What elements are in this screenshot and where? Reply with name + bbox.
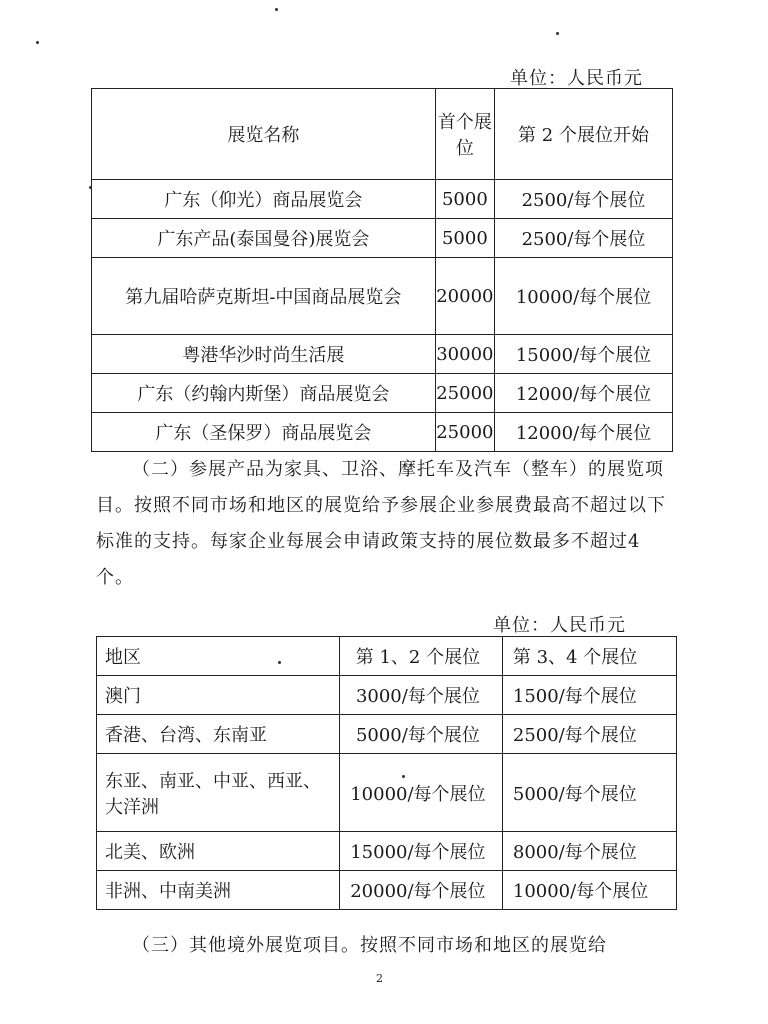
table-row [97, 715, 677, 754]
table-cell: 香港、台湾、东南亚 [97, 715, 340, 754]
scan-speck [36, 41, 39, 44]
table-row [92, 219, 673, 258]
unit-label: 单位：人民币元 [493, 615, 626, 636]
table-cell: 东亚、南亚、中亚、西亚、大洋洲 [97, 754, 340, 832]
table-row [92, 180, 673, 219]
table-cell: 2500/每个展位 [502, 715, 676, 754]
table-cell: 12000/每个展位 [495, 413, 673, 452]
table-row [97, 754, 677, 832]
header-cell: 首个展位 [435, 89, 494, 180]
table-header-row [97, 637, 677, 676]
header-cell: 第 2 个展位开始 [495, 89, 673, 180]
table-cell: 30000 [435, 335, 494, 374]
table-cell: 5000/每个展位 [339, 715, 502, 754]
unit-label: 单位：人民币元 [510, 68, 643, 89]
table-row [92, 413, 673, 452]
table-cell: 3000/每个展位 [339, 676, 502, 715]
table-cell: 广东（约翰内斯堡）商品展览会 [92, 374, 436, 413]
paragraph-other-exhibitions: （三）其他境外展览项目。按照不同市场和地区的展览给 [132, 935, 607, 956]
table-row [97, 832, 677, 871]
table-cell: 10000/每个展位 [502, 871, 676, 910]
scan-speck [556, 32, 559, 35]
scan-speck [278, 661, 281, 664]
table-cell: 8000/每个展位 [502, 832, 676, 871]
table-cell: 第九届哈萨克斯坦-中国商品展览会 [92, 258, 436, 335]
table-cell: 广东（圣保罗）商品展览会 [92, 413, 436, 452]
table-cell: 15000/每个展位 [495, 335, 673, 374]
table-cell: 5000 [435, 219, 494, 258]
scan-speck [275, 8, 278, 11]
table-row [92, 335, 673, 374]
header-cell: 展览名称 [92, 89, 436, 180]
table-row [97, 871, 677, 910]
scan-speck [89, 186, 92, 189]
table-cell: 5000 [435, 180, 494, 219]
scan-speck [402, 775, 405, 778]
table-cell: 北美、欧洲 [97, 832, 340, 871]
table-cell: 1500/每个展位 [502, 676, 676, 715]
table-cell: 25000 [435, 413, 494, 452]
table-row [92, 374, 673, 413]
header-cell: 地区 [97, 637, 340, 676]
table-row [92, 258, 673, 335]
table-cell: 2500/每个展位 [495, 219, 673, 258]
table-cell: 10000/每个展位 [495, 258, 673, 335]
paragraph-furniture-support: （二）参展产品为家具、卫浴、摩托车及汽车（整车）的展览项目。按照不同市场和地区的展览给予参展企业参展费最高不超过以下标准的支持。每家企业每展会申请政策支持的展位数最多不超过4个。 [96, 459, 666, 588]
table-cell: 20000 [435, 258, 494, 335]
table-row [97, 676, 677, 715]
table-cell: 25000 [435, 374, 494, 413]
table-cell: 广东产品(泰国曼谷)展览会 [92, 219, 436, 258]
table-cell: 广东（仰光）商品展览会 [92, 180, 436, 219]
table-cell: 非洲、中南美洲 [97, 871, 340, 910]
table-cell: 20000/每个展位 [339, 871, 502, 910]
table-header-row [92, 89, 673, 180]
table-cell: 15000/每个展位 [339, 832, 502, 871]
header-cell: 第 1、2 个展位 [339, 637, 502, 676]
table-cell: 12000/每个展位 [495, 374, 673, 413]
region-fee-table [96, 636, 677, 910]
table-cell: 10000/每个展位 [339, 754, 502, 832]
table-cell: 粤港华沙时尚生活展 [92, 335, 436, 374]
table-cell: 澳门 [97, 676, 340, 715]
header-cell: 第 3、4 个展位 [502, 637, 676, 676]
table-cell: 2500/每个展位 [495, 180, 673, 219]
page-number: 2 [376, 972, 383, 985]
table-cell: 5000/每个展位 [502, 754, 676, 832]
exhibition-fee-table [91, 88, 673, 452]
